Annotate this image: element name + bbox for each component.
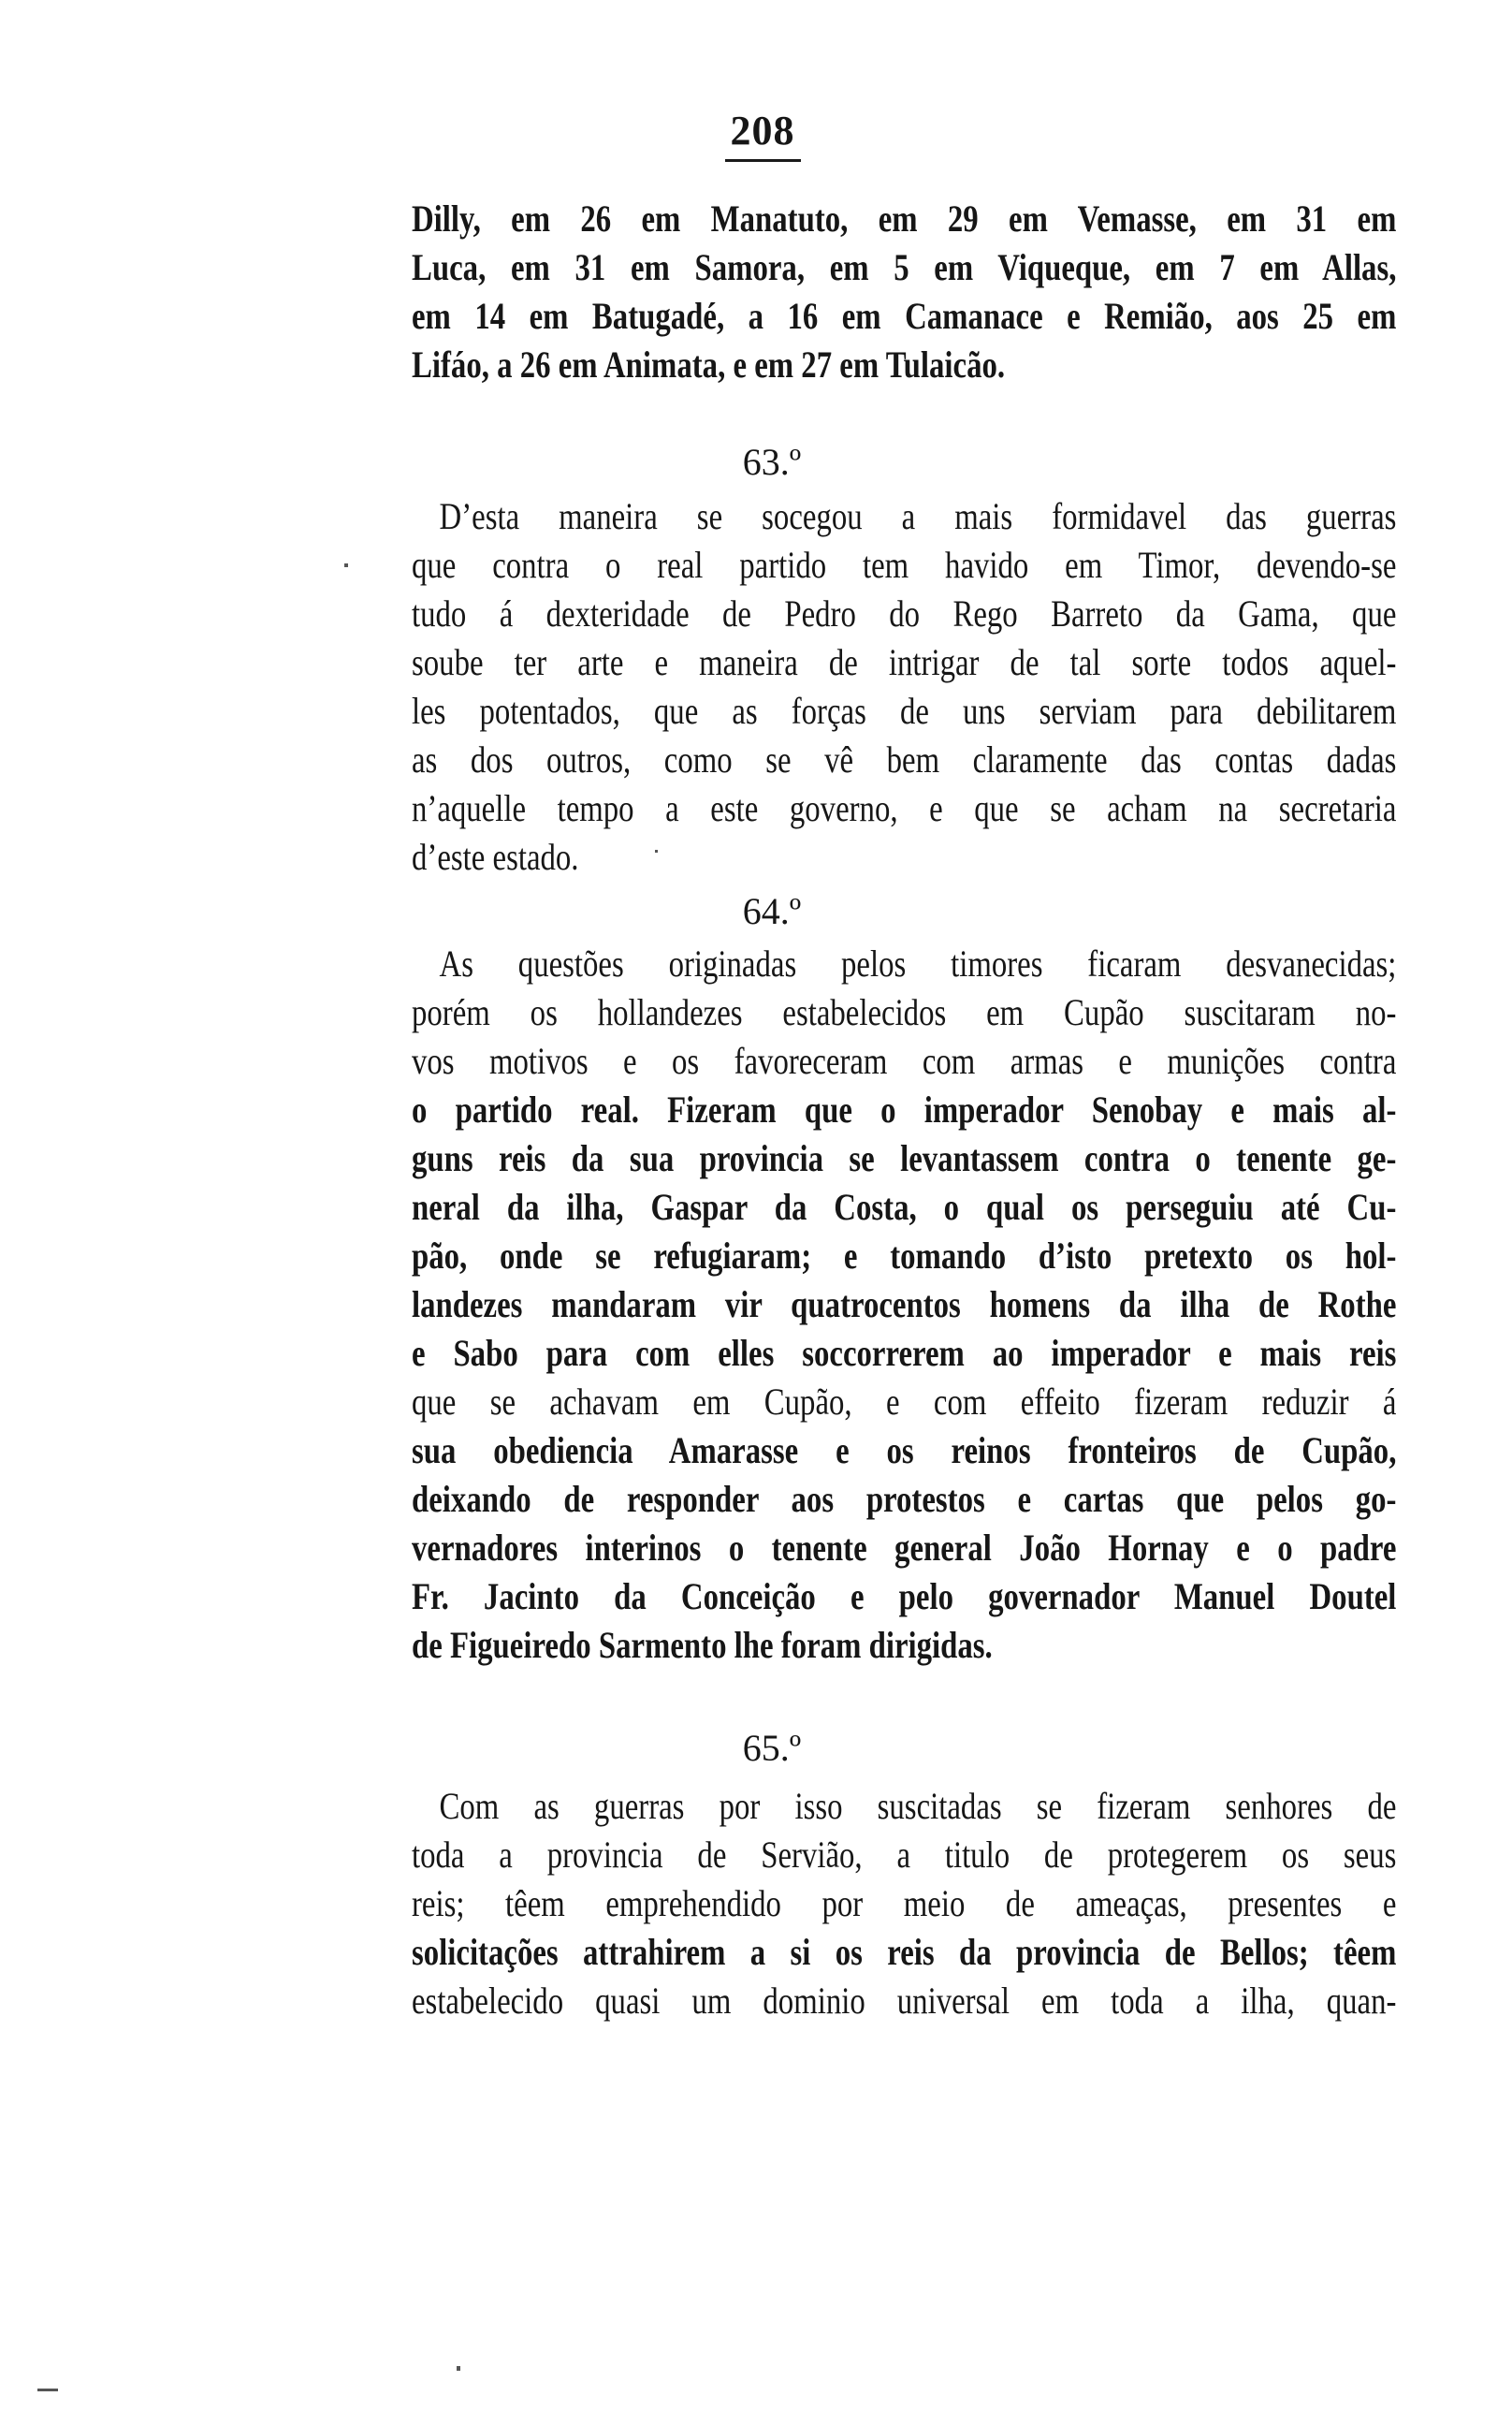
text-line: porém os hollandezes estabelecidos em Cupão suscitaram no- — [412, 991, 1397, 1033]
text-line: Com as guerras por isso suscitadas se fizeram senhores de — [439, 1785, 1397, 1827]
scan-speck — [655, 850, 658, 853]
text-line: Fr. Jacinto da Conceição e pelo governador Manuel Doutel — [412, 1575, 1397, 1617]
text-line: em 14 em Batugadé, a 16 em Camanace e Remião, aos 25 em — [412, 295, 1397, 337]
page-number: 208 — [0, 110, 1512, 162]
scan-speck — [457, 2366, 460, 2371]
text-line: les potentados, que as forças de uns serviam para debilitarem — [412, 690, 1397, 732]
text-line: solicitações attrahirem a si os reis da provincia de Bellos; têem — [412, 1931, 1397, 1973]
text-line: neral da ilha, Gaspar da Costa, o qual os perseguiu até Cu- — [412, 1186, 1397, 1228]
text-line: tudo á dexteridade de Pedro do Rego Barreto da Gama, que — [412, 592, 1397, 635]
text-line: e Sabo para com elles soccorrerem ao imperador e mais reis — [412, 1332, 1397, 1374]
text-line: guns reis da sua provincia se levantassem contra o tenente ge- — [412, 1137, 1397, 1179]
text-line: landezes mandaram vir quatrocentos homens da ilha de Rothe — [412, 1283, 1397, 1325]
text-line: n’aquelle tempo a este governo, e que se acham na secretaria — [412, 787, 1397, 829]
text-line: Luca, em 31 em Samora, em 5 em Viqueque, em 7 em Allas, — [412, 246, 1397, 288]
text-line: que se achavam em Cupão, e com effeito fizeram reduzir á — [412, 1381, 1397, 1423]
continuation-paragraph — [412, 195, 1396, 389]
section-63-paragraph — [412, 492, 1396, 882]
text-line: Lifáo, a 26 em Animata, e em 27 em Tulaicão. — [412, 343, 1006, 386]
text-line: estabelecido quasi um dominio universal em toda a ilha, quan- — [412, 1980, 1397, 2022]
text-line: vernadores interinos o tenente general João Hornay e o padre — [412, 1527, 1397, 1569]
scan-speck — [344, 563, 348, 567]
text-line: As questões originadas pelos timores ficaram desvanecidas; — [439, 942, 1397, 985]
text-line: deixando de responder aos protestos e cartas que pelos go- — [412, 1478, 1397, 1520]
text-line: reis; têem emprehendido por meio de ameaças, presentes e — [412, 1882, 1397, 1924]
section-65-paragraph — [412, 1782, 1396, 2025]
text-line: o partido real. Fizeram que o imperador Senobay e mais al- — [412, 1089, 1397, 1131]
text-line: d’este estado. — [412, 836, 579, 878]
text-line: vos motivos e os favoreceram com armas e munições contra — [412, 1040, 1397, 1082]
section-heading-64: 64.º — [742, 890, 802, 932]
text-line: toda a provincia de Servião, a titulo de protegerem os seus — [412, 1834, 1397, 1876]
text-line: de Figueiredo Sarmento lhe foram dirigidas. — [412, 1624, 993, 1666]
section-64-paragraph — [412, 940, 1396, 1670]
text-line: Dilly, em 26 em Manatuto, em 29 em Vemasse, em 31 em — [412, 197, 1397, 240]
text-line: que contra o real partido tem havido em Timor, devendo-se — [412, 544, 1397, 586]
text-line: pão, onde se refugiaram; e tomando d’isto pretexto os hol- — [412, 1235, 1397, 1277]
text-line: soube ter arte e maneira de intrigar de tal sorte todos aquel- — [412, 641, 1397, 683]
text-line: D’esta maneira se socegou a mais formidavel das guerras — [439, 495, 1397, 537]
section-heading-63: 63.º — [742, 441, 802, 483]
scan-speck — [37, 2389, 58, 2391]
section-heading-65: 65.º — [742, 1727, 802, 1769]
text-line: as dos outros, como se vê bem claramente das contas dadas — [412, 738, 1397, 781]
text-line: sua obediencia Amarasse e os reinos fronteiros de Cupão, — [412, 1429, 1397, 1471]
